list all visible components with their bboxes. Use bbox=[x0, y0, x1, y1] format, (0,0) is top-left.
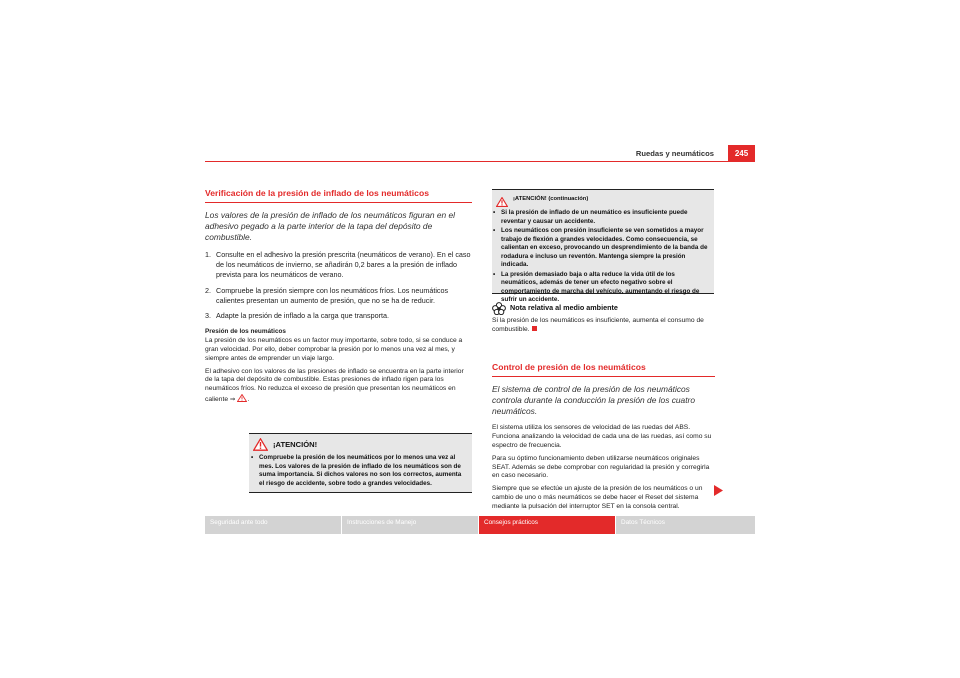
step-text: Consulte en el adhesivo la presión prescrita (neumáticos de verano). En el caso de los neumáticos de invierno, se añadirán 0,2 bares a la presión de inflado prevista para los neumáticos de verano. bbox=[216, 249, 471, 280]
step-number: 1. bbox=[205, 249, 211, 259]
bullet-dot: • bbox=[493, 227, 496, 234]
end-marker bbox=[532, 326, 537, 331]
section-title-control: Control de presión de los neumáticos bbox=[492, 361, 646, 372]
next-page-arrow-icon[interactable] bbox=[714, 483, 723, 501]
warning-bullet bbox=[492, 226, 714, 270]
subheading-presion: Presión de los neumáticos bbox=[205, 328, 286, 336]
paragraph: El sistema utiliza los sensores de velocidad de las ruedas del ABS. Funciona analizando la velocidad de cada una de las ruedas, así como su espectro de frecuencia. bbox=[492, 424, 712, 450]
warning-bullet bbox=[492, 204, 714, 226]
environment-note-body: Si la presión de los neumáticos es insuficiente, aumenta el consumo de combustible. bbox=[492, 317, 704, 333]
step-number: 2. bbox=[205, 285, 211, 295]
bullet-dot: • bbox=[493, 209, 496, 216]
step-2 bbox=[205, 286, 472, 307]
header-rule bbox=[205, 161, 755, 162]
footer-tab-datos[interactable]: Datos Técnicos bbox=[616, 516, 755, 534]
left-column bbox=[205, 188, 472, 410]
warning-bullet-text: Compruebe la presión de los neumáticos por lo menos una vez al mes. Los valores de la presión de inflado de los neumáticos son de suma importancia. Si dichos valores no son los correctos, aumenta el riesgo de accidente, sobre todo a grandes velocidades. bbox=[259, 454, 462, 487]
step-text: Adapte la presión de inflado a la carga que transporta. bbox=[216, 311, 390, 321]
right-column bbox=[492, 302, 715, 515]
bullet-dot: • bbox=[251, 454, 254, 461]
warning-bullet bbox=[249, 451, 472, 488]
page-number: 245 bbox=[728, 145, 755, 162]
step-text: Compruebe la presión siempre con los neumáticos fríos. Los neumáticos calientes presentan un aumento de presión, que no se ha de reducir. bbox=[216, 285, 449, 305]
warning-header bbox=[492, 190, 714, 204]
environment-note-text bbox=[492, 317, 715, 335]
footer-tab-instrucciones[interactable]: Instrucciones de Manejo bbox=[342, 516, 478, 534]
lead-paragraph: Los valores de la presión de inflado de los neumáticos figuran en el adhesivo pegado a la parte interior de la tapa del depósito de combustible. bbox=[205, 210, 456, 243]
warning-title: ¡ATENCIÓN! bbox=[273, 440, 318, 449]
footer-tab-consejos[interactable]: Consejos prácticos bbox=[479, 516, 615, 534]
paragraph-with-ref: El adhesivo con los valores de las presiones de inflado se encuentra en la parte interior de la tapa del depósito de combustible. Estas presiones de inflado rigen para los neumáticos fríos. No reduzca el exceso de presión que presentan los neumáticos en caliente ⇒ . bbox=[205, 368, 472, 407]
warning-title: ¡ATENCIÓN! (continuación) bbox=[513, 196, 589, 202]
section-rule bbox=[492, 376, 715, 377]
warning-bullet bbox=[492, 270, 714, 305]
warning-box bbox=[249, 433, 472, 493]
warning-bullet-text: Si la presión de inflado de un neumático es insuficiente puede reventar y causar un accidente. bbox=[501, 209, 688, 225]
warning-box-continued bbox=[492, 189, 714, 303]
section-rule bbox=[205, 202, 472, 203]
step-3 bbox=[205, 311, 472, 321]
paragraph: Para su óptimo funcionamiento deben utilizarse neumáticos originales SEAT. Además se debe comprobar con regularidad la presión y corregirla en caso necesario. bbox=[492, 454, 710, 480]
running-header-title: Ruedas y neumáticos bbox=[635, 149, 714, 158]
warning-triangle-icon bbox=[496, 194, 508, 204]
bullet-dot: • bbox=[493, 270, 496, 278]
paragraph: La presión de los neumáticos es un factor muy importante, sobre todo, si se conduce a gran velocidad. Por ello, deber comprobar la presión por lo menos una vez al mes, y siempre antes de emprender un viaje largo. bbox=[205, 337, 463, 363]
environment-note-title: Nota relativa al medio ambiente bbox=[510, 303, 618, 313]
warning-triangle-icon bbox=[253, 438, 268, 451]
warning-header bbox=[249, 434, 472, 451]
warning-bullet-text: La presión demasiado baja o alta reduce la vida útil de los neumáticos, además de tener un efecto negativo sobre el comportamiento de marcha del vehículo, aumentando el riesgo de sufrir un accidente. bbox=[501, 270, 700, 303]
warning-bullet-text: Los neumáticos con presión insuficiente se ven sometidos a mayor trabajo de flexión a grandes velocidades. Como consecuencia, se calientan en exceso, provocando un desprendimiento de la banda de rodadura e incluso un reventón. Mantenga siempre la presión indicada. bbox=[501, 227, 708, 268]
paragraph-text: El adhesivo con los valores de las presiones de inflado se encuentra en la parte interior de la tapa del depósito de combustible. Estas presiones de inflado rigen para los neumáticos fríos. No reduzca el exceso de presión que presentan los neumáticos en caliente ⇒ bbox=[205, 367, 464, 404]
section-title-verificacion: Verificación de la presión de inflado de los neumáticos bbox=[205, 188, 429, 198]
lead-paragraph: El sistema de control de la presión de los neumáticos controla durante la conducción la presión de los cuatro neumáticos. bbox=[492, 383, 695, 417]
step-number: 3. bbox=[205, 311, 211, 321]
environment-note-header bbox=[492, 302, 715, 315]
paragraph: Siempre que se efectúe un ajuste de la presión de los neumáticos o un cambio de uno o más neumáticos se debe hacer el Reset del sistema mediante la pulsación del interruptor SET en la consola central. bbox=[492, 484, 703, 510]
flower-icon bbox=[492, 302, 506, 315]
step-1 bbox=[205, 250, 472, 281]
warning-ref-icon[interactable] bbox=[237, 394, 247, 406]
footer-tab-seguridad[interactable]: Seguridad ante todo bbox=[205, 516, 341, 534]
